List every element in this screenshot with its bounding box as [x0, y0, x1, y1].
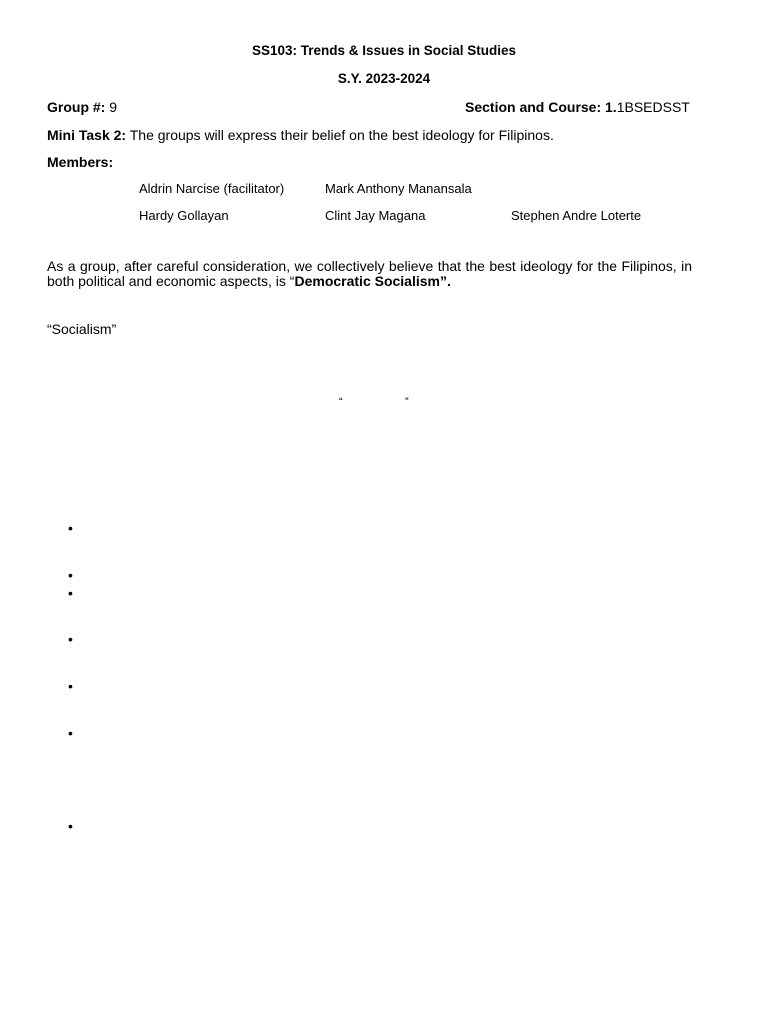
intro-paragraph	[47, 259, 692, 289]
bullet-point: •	[68, 567, 73, 583]
socialism-quote: “Socialism”	[47, 321, 117, 337]
school-year: S.Y. 2023-2024	[337, 71, 431, 86]
mini-task	[47, 127, 554, 143]
group-value: 9	[109, 99, 118, 115]
bullet-point: •	[68, 520, 73, 536]
bullet-point: •	[68, 725, 73, 741]
member-name: Stephen Andre Loterte	[511, 208, 642, 223]
bullet-point: •	[68, 585, 73, 601]
member-name: Hardy Gollayan	[139, 208, 229, 223]
bullet-point: •	[68, 818, 73, 834]
section-label: Section and Course: 1.	[465, 99, 617, 115]
intro-text: As a group, after careful consideration, we collectively believe that the best ideology for the Filipinos, in both political and economic aspects, is “	[47, 258, 692, 289]
group-number	[47, 99, 117, 115]
member-name: Mark Anthony Manansala	[325, 181, 472, 196]
member-name: Aldrin Narcise (facilitator)	[139, 181, 285, 196]
bullet-point: •	[68, 631, 73, 647]
group-label: Group #:	[47, 99, 106, 115]
bullet-point: •	[68, 678, 73, 694]
open-quote-mark: “	[339, 396, 343, 408]
section-course	[465, 99, 690, 115]
task-text: The groups will express their belief on the best ideology for Filipinos.	[129, 127, 554, 143]
task-label: Mini Task 2:	[47, 127, 127, 143]
close-quote-mark: ”	[405, 396, 409, 408]
ideology-name: Democratic Socialism”.	[294, 273, 451, 289]
course-title: SS103: Trends & Issues in Social Studies	[251, 43, 517, 58]
members-heading: Members:	[47, 154, 114, 170]
section-value: 1BSEDSST	[616, 99, 690, 115]
member-name: Clint Jay Magana	[325, 208, 426, 223]
